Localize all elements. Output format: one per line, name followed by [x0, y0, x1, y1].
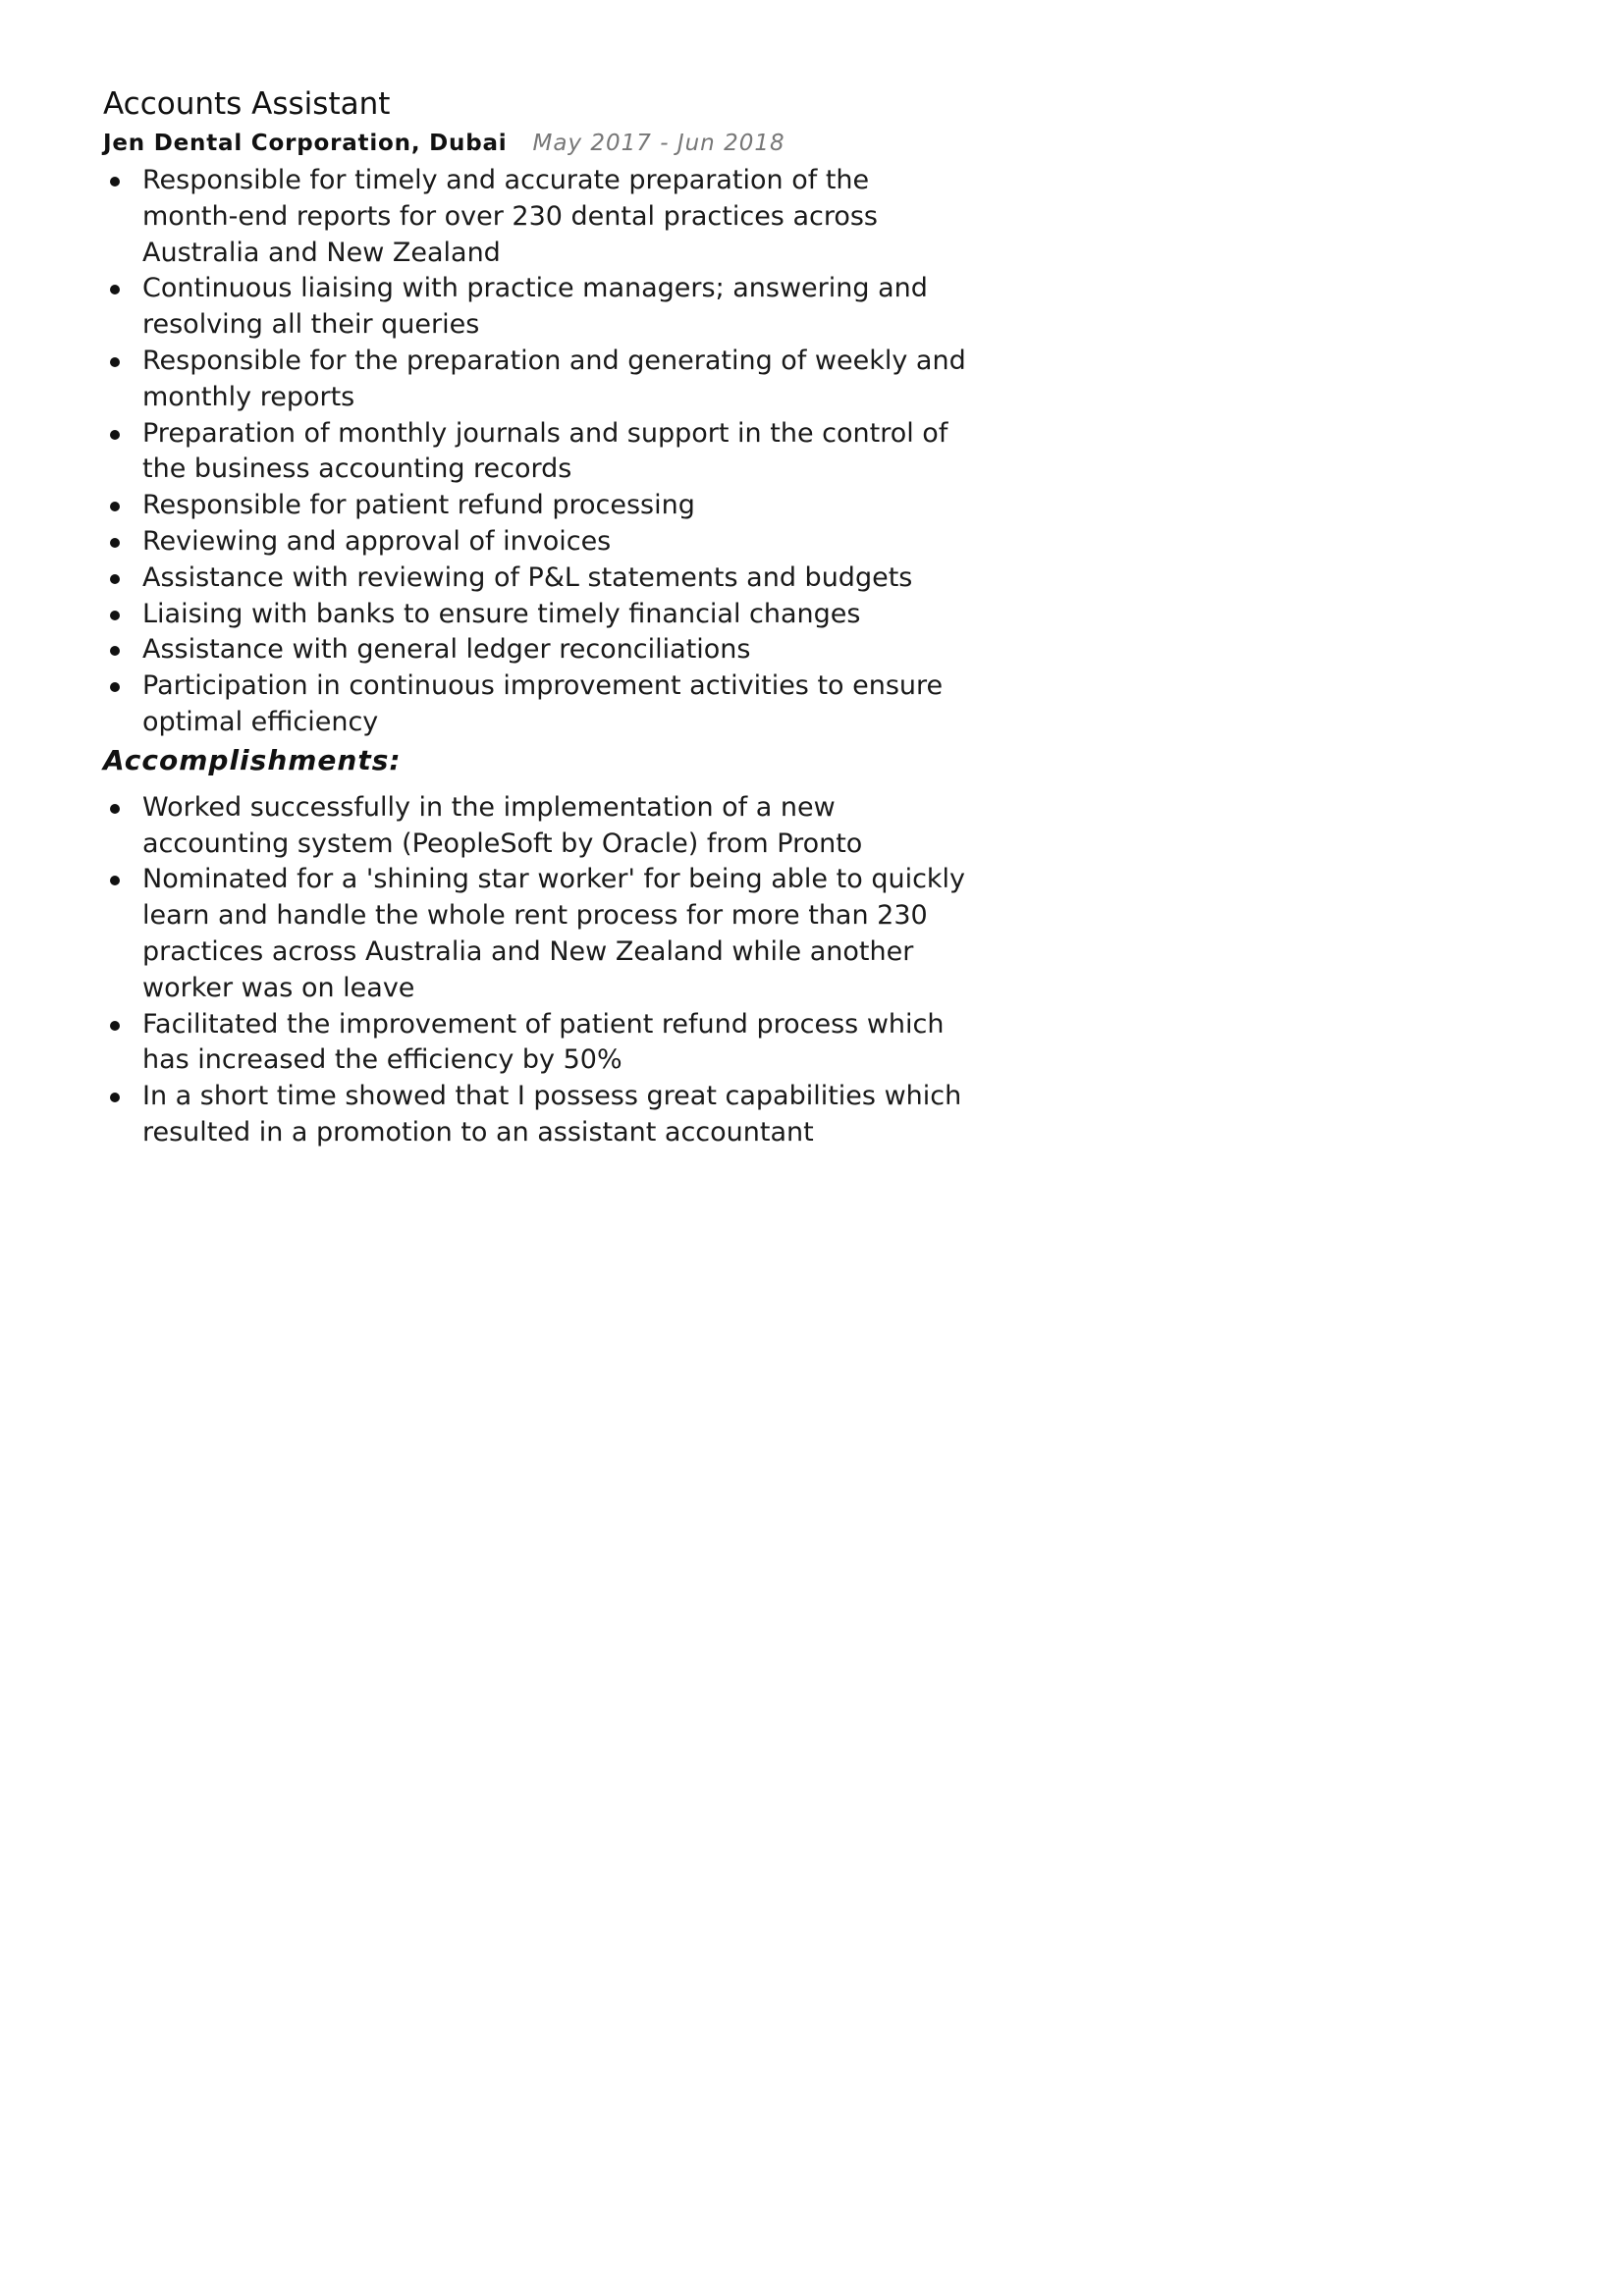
list-item: In a short time showed that I possess great capabilities which resulted in a promotion to an assistant accountant	[103, 1079, 967, 1151]
list-item: Responsible for timely and accurate preparation of the month-end reports for over 230 dental practices across Australia and New Zealand	[103, 163, 967, 271]
list-item: Nominated for a 'shining star worker' for being able to quickly learn and handle the whole rent process for more than 230 practices across Australia and New Zealand while another worker was on leave	[103, 862, 967, 1006]
accomplishments-list	[103, 790, 967, 1151]
list-item: Assistance with reviewing of P&L statements and budgets	[103, 561, 967, 597]
accomplishments-heading: Accomplishments:	[103, 743, 402, 776]
list-item: Continuous liaising with practice managers; answering and resolving all their queries	[103, 271, 967, 344]
list-item: Preparation of monthly journals and support in the control of the business accounting records	[103, 416, 967, 489]
list-item: Facilitated the improvement of patient refund process which has increased the efficiency by 50%	[103, 1007, 967, 1080]
list-item: Reviewing and approval of invoices	[103, 524, 967, 561]
list-item: Worked successfully in the implementation of a new accounting system (PeopleSoft by Oracle) from Pronto	[103, 790, 967, 863]
list-item: Liaising with banks to ensure timely financial changes	[103, 597, 967, 633]
employment-dates: May 2017 - Jun 2018	[532, 131, 785, 156]
resume-job-section	[103, 82, 967, 1151]
list-item: Responsible for the preparation and generating of weekly and monthly reports	[103, 344, 967, 416]
list-item: Assistance with general ledger reconciliations	[103, 632, 967, 668]
list-item: Participation in continuous improvement activities to ensure optimal efficiency	[103, 668, 967, 741]
company-name: Jen Dental Corporation, Dubai	[103, 131, 508, 156]
job-title: Accounts Assistant	[103, 86, 391, 122]
responsibilities-list	[103, 163, 967, 741]
list-item: Responsible for patient refund processing	[103, 488, 967, 524]
job-meta	[103, 126, 967, 163]
